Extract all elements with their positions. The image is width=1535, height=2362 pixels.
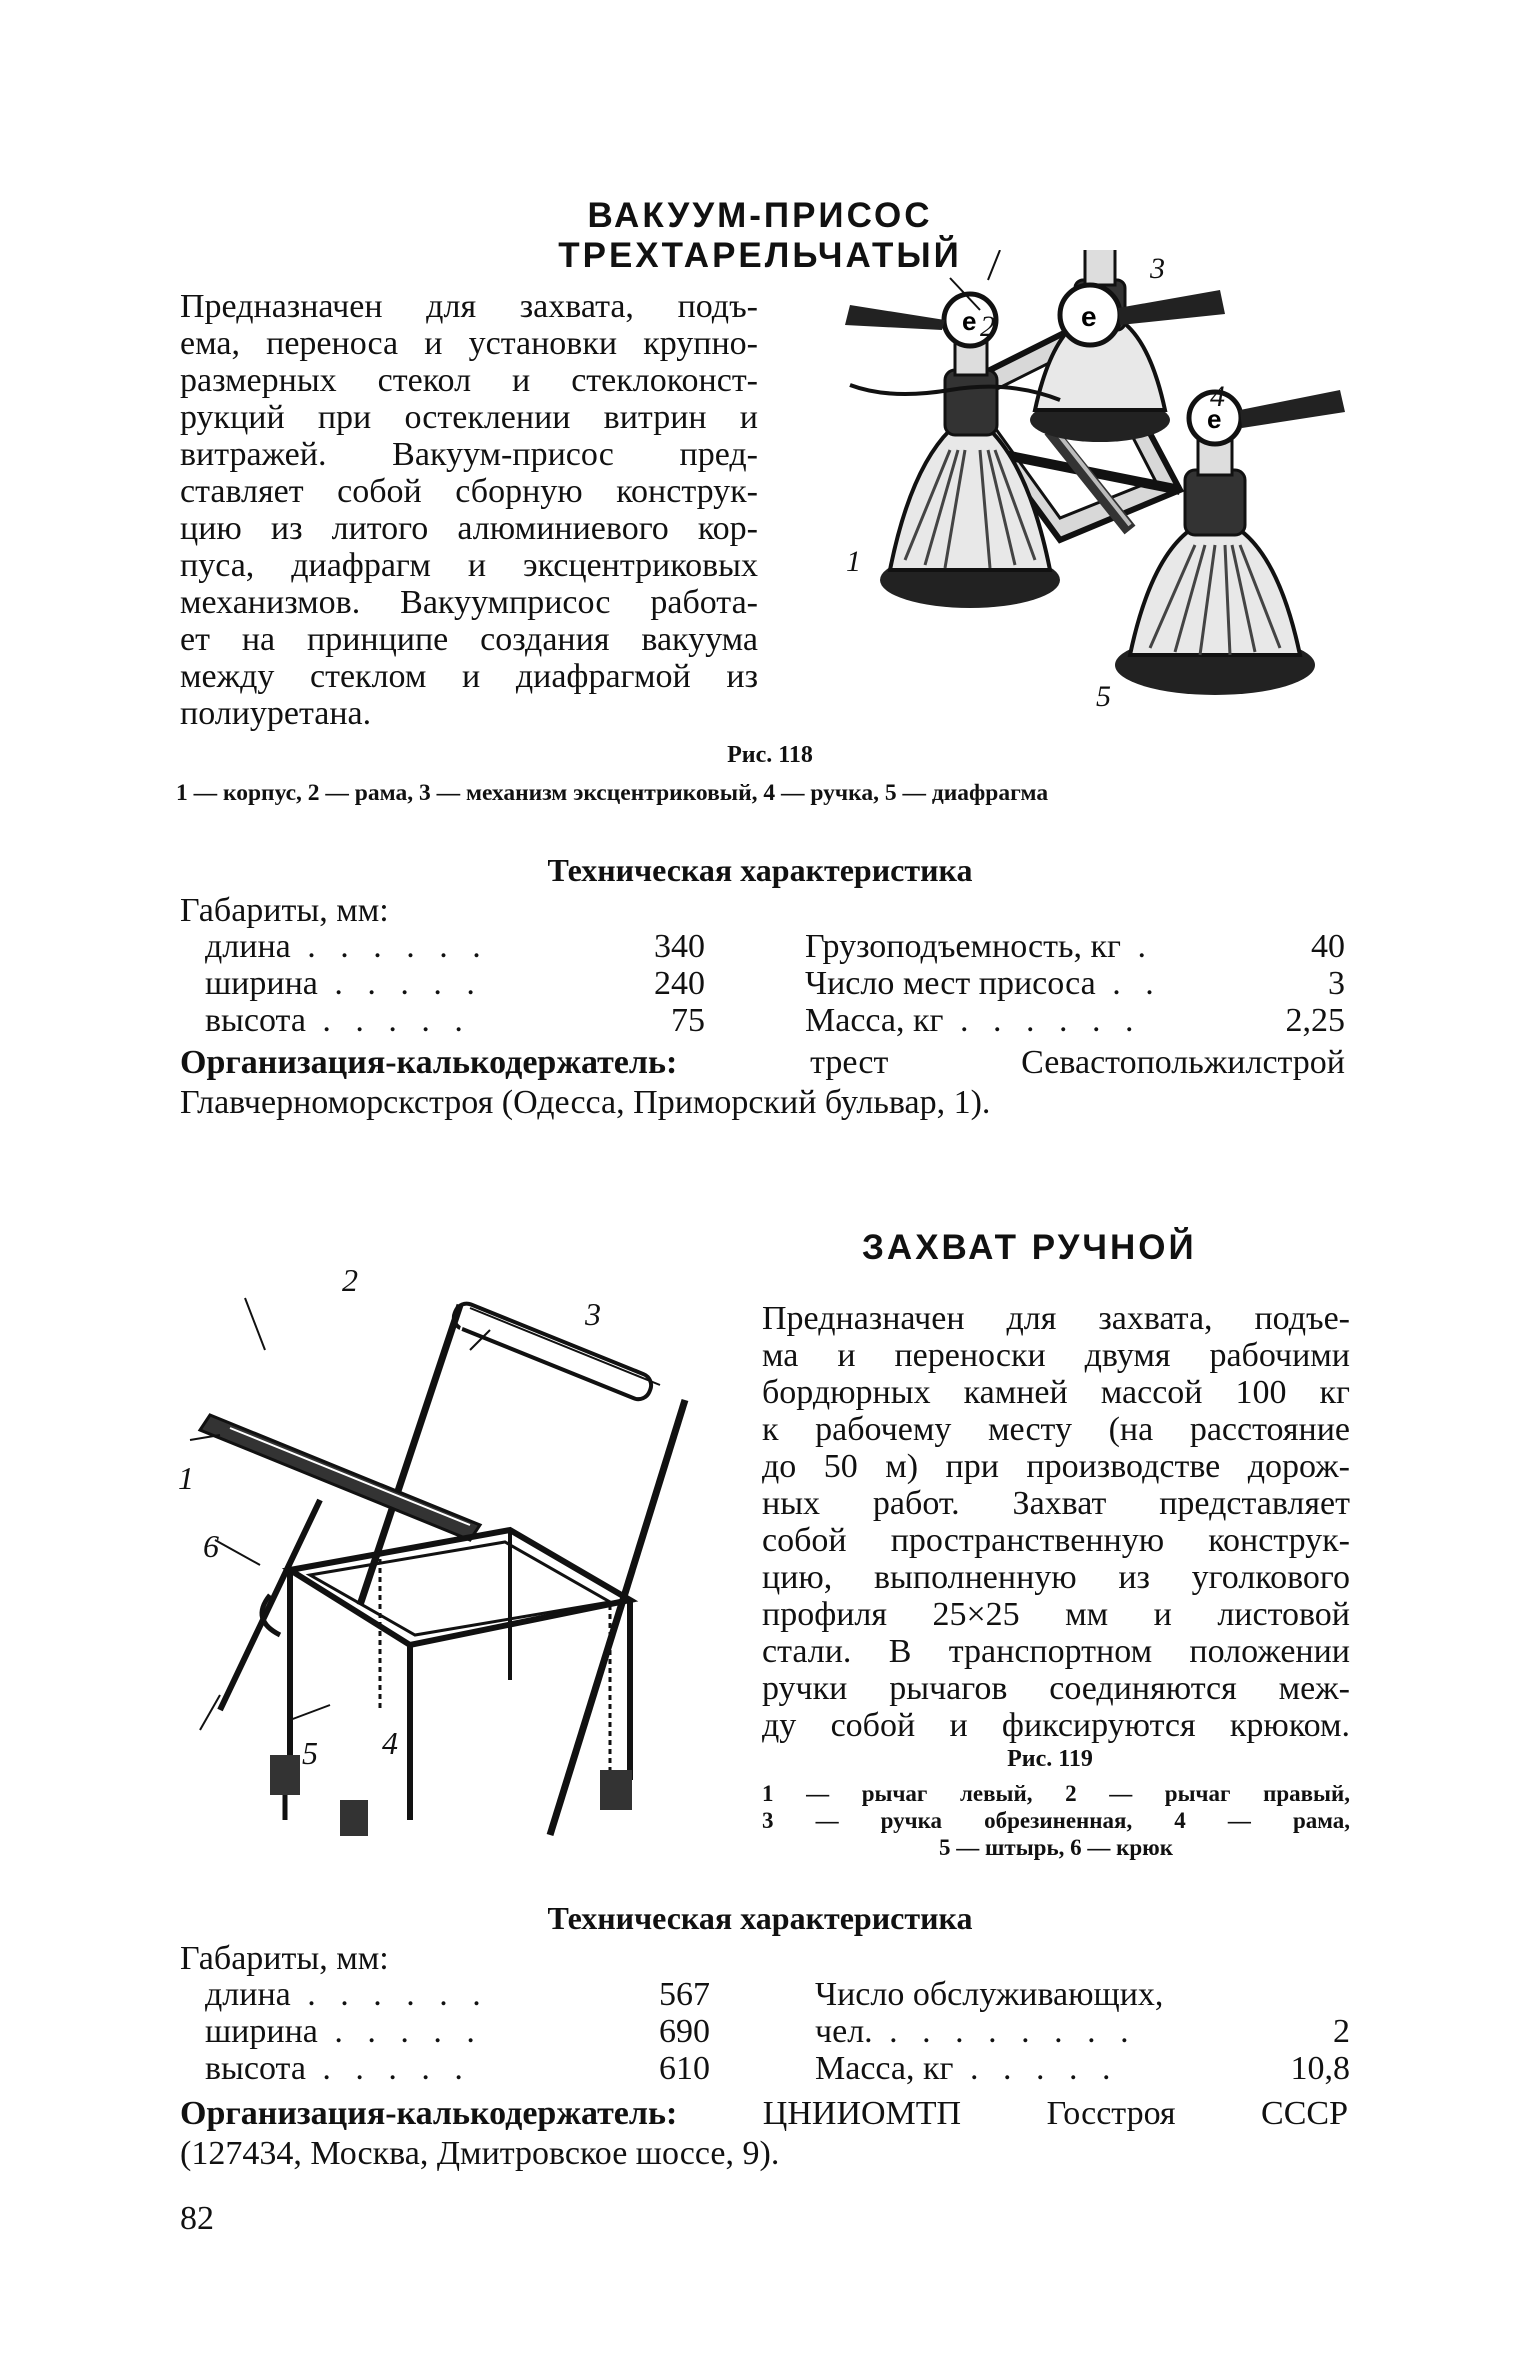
specs2-dimensions: длина . . . . . . 567 ширина . . . . . 690 высота . . . . . 610	[205, 1976, 710, 2087]
section2-organization	[180, 2094, 1348, 2174]
spec-value: 240	[654, 965, 705, 1002]
section2-title: ЗАХВАТ РУЧНОЙ	[862, 1228, 1197, 1267]
spec-value: 40	[1311, 928, 1345, 965]
description-line: цию, выполненную из уголкового	[762, 1559, 1350, 1596]
callout-3: 3	[1150, 252, 1165, 285]
description-line: ма и переноски двумя рабочими	[762, 1337, 1350, 1374]
description-line: до 50 м) при производстве дорож-	[762, 1448, 1350, 1485]
figure-119-number: Рис. 119	[1007, 1746, 1093, 1772]
description-line: механизмов. Вакуумприсос работа-	[180, 584, 758, 621]
specs2-title: Техническая характеристика	[547, 1900, 973, 1936]
description-line: между стеклом и диафрагмой из	[180, 658, 758, 695]
description-line: собой пространственную конструк-	[762, 1522, 1350, 1559]
section1-organization	[180, 1043, 1345, 1123]
callout-2: 2	[980, 310, 995, 343]
figure-118-legend: 1 — корпус, 2 — рама, 3 — механизм эксцентриковый, 4 — ручка, 5 — диафрагма	[176, 780, 1049, 806]
legend-line: 1 — рычаг левый, 2 — рычаг правый,	[762, 1781, 1350, 1806]
spec-value: 2,25	[1285, 1002, 1345, 1039]
description-line: полиуретана.	[180, 695, 372, 732]
description-line: цию из литого алюминиевого кор-	[180, 510, 758, 547]
svg-text:e: e	[1207, 404, 1222, 434]
spec-value: 690	[659, 2013, 710, 2050]
spec-label: чел.	[815, 2013, 873, 2050]
spec-label: длина	[205, 928, 291, 965]
figure-119-legend	[762, 1780, 1350, 1861]
section1-title: ВАКУУМ-ПРИСОС ТРЕХТАРЕЛЬЧАТЫЙ	[558, 196, 962, 275]
description-line: Предназначен для захвата, подъ-	[180, 288, 758, 325]
specs2-properties: Число обслуживающих, чел. . . . . . . . . 2 Масса, кг . . . . . 10,8	[815, 1976, 1350, 2087]
spec-label: ширина	[205, 965, 318, 1002]
spec-label: высота	[205, 2050, 306, 2087]
org-name: ЦНИИОМТП Госстроя СССР	[762, 2095, 1348, 2132]
specs1-dimensions: длина . . . . . . 340 ширина . . . . . 240 высота . . . . . 75	[205, 928, 705, 1039]
rubber-handle-drawing	[450, 1300, 660, 1403]
description-line: пуса, диафрагм и эксцентриковых	[180, 547, 758, 584]
svg-text:e: e	[962, 306, 977, 336]
specs1-title: Техническая характеристика	[547, 852, 973, 888]
description-line: к рабочему месту (на расстояние	[762, 1411, 1350, 1448]
description-line: витражей. Вакуум-присос пред-	[180, 436, 758, 473]
description-line: стали. В транспортном положении	[762, 1633, 1350, 1670]
org-label: Организация-калькодержатель:	[180, 1044, 678, 1081]
description-line: ет на принципе создания вакуума	[180, 621, 758, 658]
spec-value: 340	[654, 928, 705, 965]
legend-line: 3 — ручка обрезиненная, 4 — рама,	[762, 1808, 1350, 1833]
spec-label: Число обслуживающих,	[815, 1976, 1164, 2013]
spec-label: длина	[205, 1976, 291, 2013]
spec-label: Грузоподъемность, кг	[805, 928, 1121, 965]
spec-label: высота	[205, 1002, 306, 1039]
specs1-properties: Грузоподъемность, кг . 40 Число мест присоса . . 3 Масса, кг . . . . . . 2,25	[805, 928, 1345, 1039]
description-line: ставляет собой сборную конструк-	[180, 473, 758, 510]
description-line: ема, переноса и установки крупно-	[180, 325, 758, 362]
specs1-dims-label: Габариты, мм:	[180, 892, 389, 929]
description-line: Предназначен для захвата, подъе-	[762, 1300, 1350, 1337]
callout-1: 1	[178, 1460, 194, 1496]
spec-value: 567	[659, 1976, 710, 2013]
description-line: ду собой и фиксируются крюком.	[762, 1707, 1350, 1744]
callout-4: 4	[1210, 380, 1225, 413]
legend-line: 5 — штырь, 6 — крюк	[939, 1835, 1173, 1860]
svg-text:e: e	[1081, 301, 1097, 332]
description-line: ных работ. Захват представляет	[762, 1485, 1350, 1522]
spec-label: Масса, кг	[815, 2050, 954, 2087]
callout-4: 4	[382, 1725, 398, 1761]
spec-value: 2	[1333, 2013, 1350, 2050]
callout-1: 1	[846, 545, 861, 578]
callout-3: 3	[585, 1296, 601, 1332]
figure-118-number: Рис. 118	[727, 742, 813, 768]
spec-value: 610	[659, 2050, 710, 2087]
spec-value: 75	[671, 1002, 705, 1039]
description-line: рукций при остеклении витрин и	[180, 399, 758, 436]
org-name: трест Севастопольжилстрой	[810, 1044, 1345, 1081]
description-line: ручки рычагов соединяются меж-	[762, 1670, 1350, 1707]
manual-gripper-illustration	[170, 1260, 710, 1860]
specs2-dims-label: Габариты, мм:	[180, 1940, 389, 1977]
org-address: Главчерноморскстроя (Одесса, Приморский бульвар, 1).	[180, 1084, 991, 1121]
pin-drawing	[270, 1755, 632, 1836]
spec-label: Масса, кг	[805, 1002, 944, 1039]
description-line: размерных стекол и стеклоконст-	[180, 362, 758, 399]
spec-value: 10,8	[1290, 2050, 1350, 2087]
spec-label: Число мест присоса	[805, 965, 1096, 1002]
callout-6: 6	[203, 1528, 219, 1564]
org-label: Организация-калькодержатель:	[180, 2095, 678, 2132]
section2-description	[762, 1300, 1350, 1744]
org-address: (127434, Москва, Дмитровское шоссе, 9).	[180, 2135, 780, 2172]
callout-5: 5	[1096, 680, 1111, 713]
description-line: профиля 25×25 мм и листовой	[762, 1596, 1350, 1633]
description-line: бордюрных камней массой 100 кг	[762, 1374, 1350, 1411]
section1-description	[180, 288, 758, 732]
page-number: 82	[180, 2200, 214, 2237]
frame-drawing	[290, 1530, 630, 1820]
spec-label: ширина	[205, 2013, 318, 2050]
callout-2: 2	[342, 1262, 358, 1298]
spec-value: 3	[1328, 965, 1345, 1002]
callout-5: 5	[302, 1735, 318, 1771]
eccentric-knob-icon	[1040, 270, 1230, 360]
